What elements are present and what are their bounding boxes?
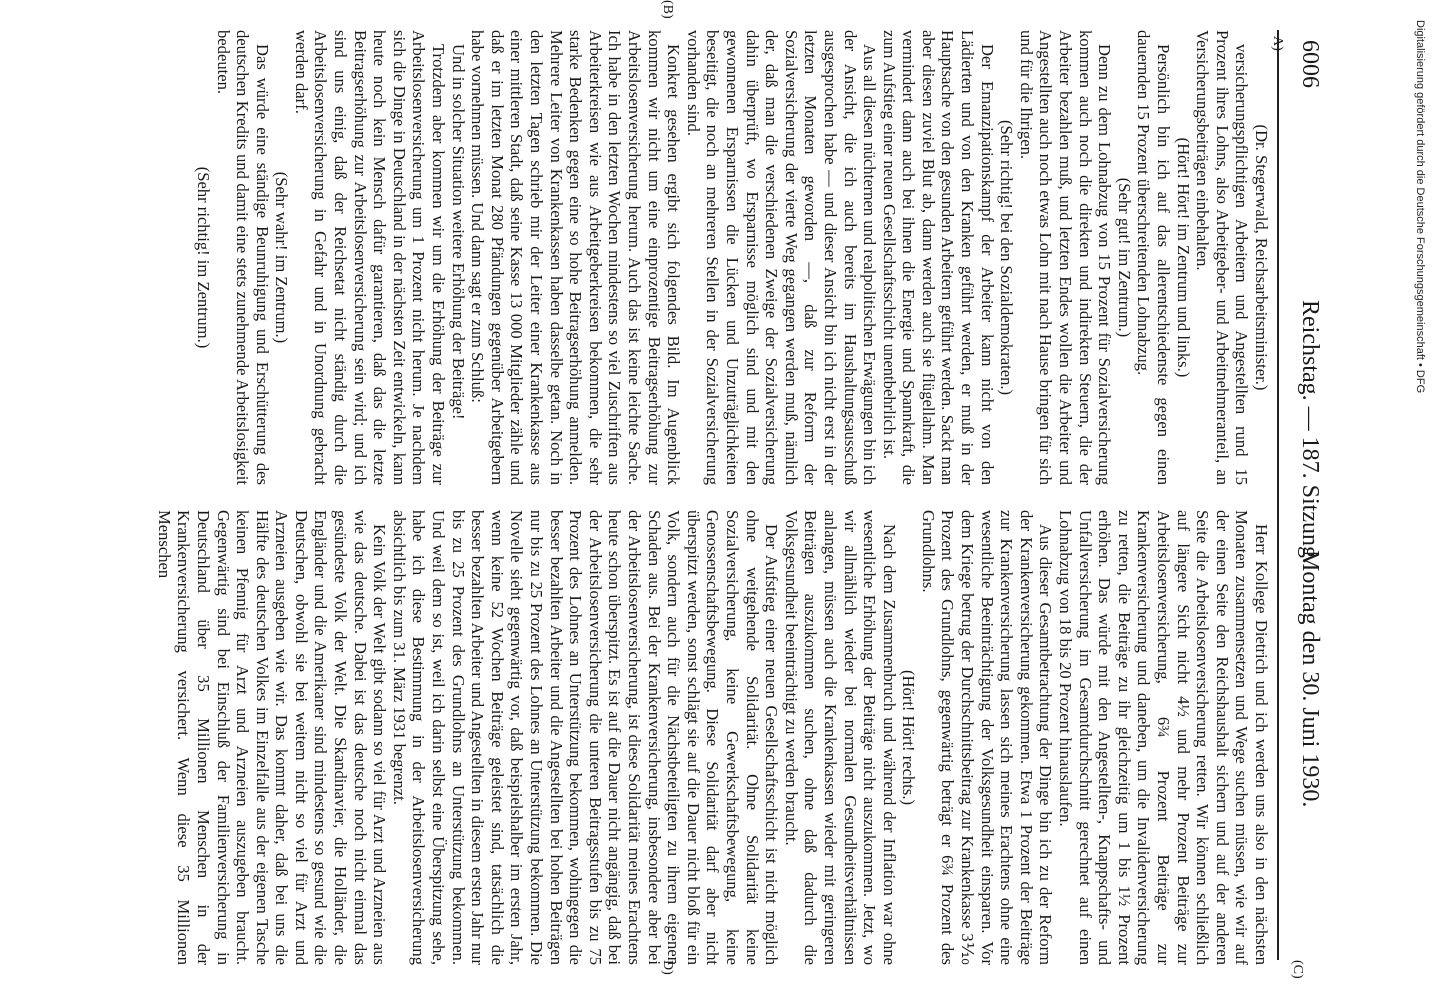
header-rule: [1277, 30, 1279, 960]
quotation: Und in solcher Situation weitere Erhöhung der Beiträge!: [448, 44, 468, 420]
session-title: Reichstag. — 187. Sitzung.: [1297, 300, 1323, 564]
speaker-line: (Dr. Stegerwald, Reichsarbeitsminister.): [1252, 124, 1271, 391]
interjection: (Sehr richtig! im Zentrum.): [193, 166, 213, 349]
interjection: (Hört! Hört! im Zentrum und links.): [1173, 137, 1193, 378]
paragraph: Der Aufstieg einer neuen Gesellschaftsschicht ist nicht möglich ohne weitgehende Solidarität. Ohne Solidarität keine Sozialversicherung, keine Gewerkschaftsbewegung, keine Genossenschaftsbewegung. Diese Solidarität darf aber nicht überspitzt werden, sonst schlägt sie auf die Dauer nicht bloß für ein Volk, sondern auch für die Nächstbeteiligten zu ihrem eigenen Schaden aus. Bei der Krankenversicherung, insbesondere aber bei der Arbeitslosenversicherung, ist diese Solidarität meines Erachtens heute schon überspitzt. Es ist auf die Dauer nicht angängig, daß bei der Arbeitslosenversicherung die unteren Beitragsstufen bis zu 75 Prozent des Lohnes an Unterstützung bekommen, wohingegen die besser bezahlten Arbeiter und die Angestellten bei hohen Beiträgen nur bis zu 25 Prozent des Lohnes an Unterstützung bekommen. Die Novelle sieht gegenwärtig vor, daß beispielshalber im ersten Jahr, wenn keine 52 Wochen Beiträge geleistet sind, tatsächlich die besser bezahlten Arbeiter und Angestellten in diesem ersten Jahr nur bis zu 25 Prozent des Grundlohns an Unterstützung bekommen. Und weil dem so ist, weil ich darin selbst eine Überspitzung sehe, habe ich diese Bestimmung in der Arbeitslosenversicherung absichtlich bis zum 31. März 1931 begrenzt.: [389, 510, 782, 965]
paragraph: Nach dem Zusammenbruch und während der Inflation war ohne wesentliche Erhöhung der Beiträge nicht auszukommen. Jetzt, wo wir allmählich wieder bei normalen Gesundheitsverhältnissen anlangen, müssen auch die Krankenkassen wieder mit geringeren Beiträgen auszukommen suchen, ohne daß dadurch die Volksgesundheit beeinträchtigt zu werden braucht.: [781, 510, 899, 965]
margin-marker-a: A): [1270, 36, 1285, 51]
paragraph: Das würde eine ständige Beunruhigung und Erschütterung des deutschen Kredits und damit eine stets zunehmende Arbeitslosigkeit bedeuten.: [213, 30, 272, 485]
page-header: [1285, 40, 1323, 940]
paragraph: Aus all diesen nüchternen und realpolitischen Erwägungen bin ich der Ansicht, die ich auch bereits im Haushaltungsausschuß ausgesprochen habe — und dieser Ansicht bin ich nicht erst in der letzten Monaten geworden —, daß zur Reform der Sozialversicherung der vierte Weg gegangen werden muß, nämlich der, daß man die verschiedenen Zweige der Sozialversicherung dahin überprüft, wo Ersparnisse möglich sind und mit den gewonnenen Ersparnissen die Lücken und Unzuträglichkeiten beseitigt, die noch an mehreren Stellen in der Sozialversicherung vorhanden sind.: [683, 30, 880, 485]
paragraph: Konkret gesehen ergibt sich folgendes Bild. Im Augenblick kommen wir nicht um eine einprozentige Beitragserhöhung zur Arbeitslosenversicherung herum. Auch das ist keine leichte Sache. Ich habe in den letzten Wochen mindestens so viel Zuschriften aus Arbeiterkreisen wie aus Arbeitgeberkreisen bekommen, die sehr starke Bedenken gegen eine so hohe Beitragserhöhung anmelden. Mehrere Leiter von Krankenkassen haben dasselbe getan. Noch in den letzten Tagen schrieb mir der Leiter einer Krankenkasse aus einer mittleren Stadt, daß seine Kasse 13 000 Mitglieder zähle und daß er im letzten Monat 280 Pfändungen gegenüber Arbeitgebern habe vornehmen müssen. Und dann sagt er zum Schluß:: [468, 30, 684, 485]
paragraph: Trotzdem aber kommen wir um die Erhöhung der Beiträge zur Arbeitslosenversicherung um 1 Prozent nicht herum. Je nachdem sich die Dinge in Deutschland in der nächsten Zeit entwickeln, kann heute noch kein Mensch dafür garantieren, daß das die letzte Beitragserhöhung zur Arbeitslosenversicherung sein wird; und ich sind uns einig, daß der Reichsetat nicht ständig durch die Arbeitslosenversicherung in Gefahr und in Unordnung gebracht werden darf.: [291, 30, 449, 485]
paragraph: Denn zu dem Lohnabzug von 15 Prozent für Sozialversicherung kommen auch noch die direkten und indirekten Steuern, die der Arbeiter bezahlen muß, und letzten Endes wollen die Arbeiter und Angestellten auch noch etwas Lohn mit nach Hause bringen für sich und für die Ihrigen.: [1016, 30, 1115, 485]
text-column-right: [71, 510, 1271, 965]
paragraph: versicherungspflichtigen Arbeitern und Angestellten rund 15 Prozent ihres Lohns, also Arbeitgeber- und Arbeitnehmeranteil, an Versicherungsbeiträgen einbehalten.: [1193, 30, 1252, 485]
paragraph: Aus dieser Gesamtbetrachtung der Dinge bin ich zu der Reform der Krankenversicherung gekommen. Etwa 1 Prozent der Beiträge zur Krankenversicherung lassen sich meines Erachtens ohne eine wesentliche Beeinträchtigung der Volksgesundheit einsparen. Vor dem Kriege betrug der Durchschnittsbeitrag zur Krankenkasse 3⅒ Prozent des Grundlohns, gegenwärtig beträgt er 6¾ Prozent des Grundlohns.: [918, 510, 1056, 965]
paragraph: Persönlich bin ich auf das allerentschiedenste gegen einen dauernden 15 Prozent überschreitenden Lohnabzug.: [1134, 30, 1174, 485]
digitization-sidebar: [1405, 0, 1434, 1000]
paragraph: Herr Kollege Dietrich und ich werden uns also in den nächsten Monaten zusammensetzen und Wege suchen müssen, wie wir auf der einen Seite den Reichshaushalt sichern und auf der anderen Seite die Arbeitslosenversicherung retten. Wir können schließlich auf längere Sicht nicht 4½ und mehr Prozent Beiträge zur Arbeitslosenversicherung, 6¾ Prozent Beiträge zur Krankenversicherung und daneben, um die Invalidenversicherung zu retten, die Beiträge zu ihr gleichzeitig um 1 bis 1½ Prozent erhöhen. Das würde mit den Angestellten-, Knappschafts- und Unfallversicherung im Gesamtdurchschnitt gerechnet auf einen Lohnabzug von 18 bis 20 Prozent hinauslaufen.: [1056, 510, 1271, 965]
interjection: (Sehr wahr! im Zentrum.): [272, 171, 292, 344]
paragraph: Kein Volk der Welt gibt sodann so viel für Arzt und Arzneien aus wie das deutsche. Dabei ist das deutsche noch nicht einmal das gesündeste Volk der Welt. Die Skandinavier, die Holländer, die Engländer und die Amerikaner sind mindestens so gesund wie die Deutschen, obwohl sie bei weitem nicht so viel für Arzt und Arzneien ausgeben wie wir. Das kommt daher, daß bei uns die Hälfte des deutschen Volkes im Einzelfalle aus der eigenen Tasche keinen Pfennig für Arzt und Arzneien auszugeben braucht. Gegenwärtig sind bei Einschluß der Familienversicherung in Deutschland über 35 Millionen Menschen in der Krankenversicherung versichert. Wenn diese 35 Millionen Menschen: [154, 510, 390, 965]
document-page: [25, 0, 1385, 1000]
page-number: 6006: [1297, 40, 1323, 88]
margin-marker-d: D): [660, 960, 675, 975]
dfg-credit-text: Digitalisierung gefördert durch die Deutsche Forschungsgemeinschaft • DFG: [1414, 20, 1426, 394]
interjection: (Sehr richtig! bei den Sozialdemokraten.): [997, 119, 1017, 396]
interjection: (Hört! Hört! rechts.): [899, 669, 919, 805]
margin-marker-c: (C): [1290, 960, 1305, 979]
paragraph: Der Emanzipationskampf der Arbeiter kann nicht von den Lädierten und von den Kranken geführt werden, er muß in der Hauptsache von den gesunden Arbeitern geführt werden. Sackt man aber diesen zuviel Blut ab, dann werden auch sie flügellahm. Man vermindert dann auch bei ihnen die Energie und Spannkraft, die zum Aufstieg einer neuen Gesellschaftsschicht unentbehrlich ist.: [879, 30, 997, 485]
interjection: (Sehr gut! im Zentrum.): [1114, 177, 1134, 338]
margin-marker-b: (B): [660, 0, 675, 19]
session-date: Montag den 30. Juni 1930.: [1297, 550, 1323, 808]
text-column-left: [71, 30, 1271, 485]
